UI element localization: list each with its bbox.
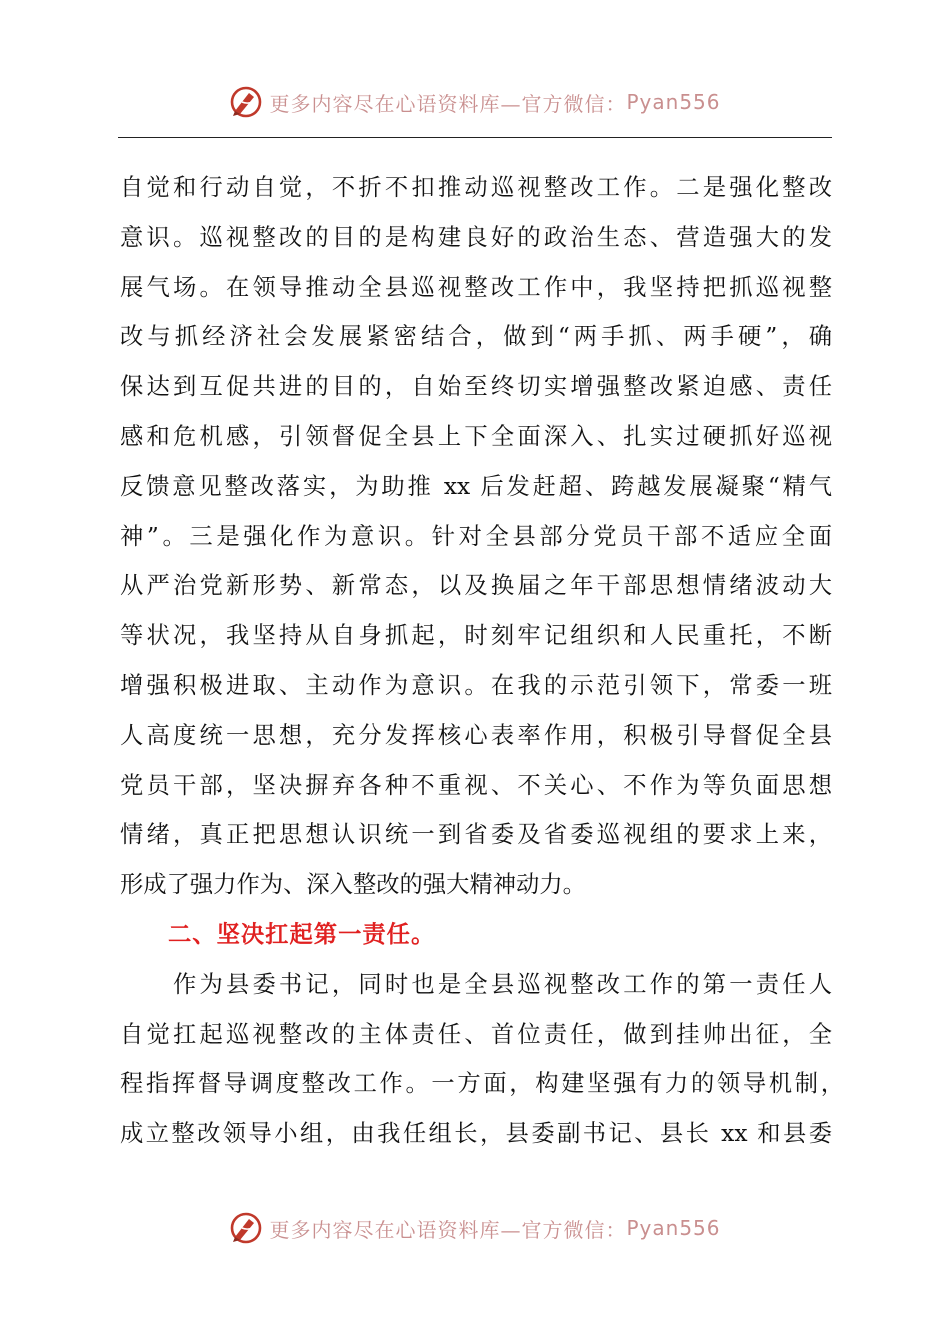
header-banner-text: 更多内容尽在心语资料库—官方微信： (269, 91, 627, 116)
paragraph-line: 增强积极进取、主动作为意识。在我的示范引领下，常委一班 (120, 671, 832, 699)
document-body (120, 163, 844, 1159)
footer-banner-text: 更多内容尽在心语资料库—官方微信： (269, 1217, 627, 1242)
paragraph-line: 人高度统一思想，充分发挥核心表率作用，积极引导督促全县 (120, 721, 832, 749)
paragraph-line: 反馈意见整改落实，为助推 xx 后发赶超、跨越发展凝聚“精气 (120, 472, 832, 500)
paragraph-line: 保达到互促共进的目的，自始至终切实增强整改紧迫感、责任 (120, 373, 832, 401)
header-banner (0, 82, 950, 122)
footer-banner-wechat-id: Pyan556 (626, 1216, 721, 1240)
header-divider (118, 137, 832, 138)
paragraph-line: 党员干部，坚决摒弃各种不重视、不关心、不作为等负面思想 (120, 771, 832, 799)
paragraph-line: 感和危机感，引领督促全县上下全面深入、扎实过硬抓好巡视 (120, 422, 832, 450)
paragraph-line: 从严治党新形势、新常态，以及换届之年干部思想情绪波动大 (120, 572, 832, 600)
footer-banner (0, 1208, 950, 1248)
paragraph-line: 形成了强力作为、深入整改的强大精神动力。 (120, 871, 586, 899)
section-heading: 二、坚决扛起第一责任。 (168, 920, 436, 948)
paragraph-line: 情绪，真正把思想认识统一到省委及省委巡视组的要求上来， (120, 821, 832, 849)
paragraph-line: 自觉扛起巡视整改的主体责任、首位责任，做到挂帅出征，全 (120, 1020, 832, 1048)
paragraph-line: 展气场。在领导推动全县巡视整改工作中，我坚持把抓巡视整 (120, 273, 832, 301)
paragraph-line: 神”。三是强化作为意识。针对全县部分党员干部不适应全面 (120, 522, 832, 550)
paragraph-line: 作为县委书记，同时也是全县巡视整改工作的第一责任人 (120, 970, 832, 998)
paragraph-line: 程指挥督导调度整改工作。一方面，构建坚强有力的领导机制， (120, 1070, 844, 1098)
paragraph-line: 意识。巡视整改的目的是构建良好的政治生态、营造强大的发 (120, 223, 832, 251)
paragraph-line: 自觉和行动自觉，不折不扣推动巡视整改工作。二是强化整改 (120, 174, 832, 201)
paragraph-line: 成立整改领导小组，由我任组长，县委副书记、县长 xx 和县委 (120, 1120, 832, 1148)
header-banner-wechat-id: Pyan556 (626, 90, 721, 114)
paragraph-line: 改与抓经济社会发展紧密结合，做到“两手抓、两手硬”，确 (120, 323, 832, 351)
paragraph-line: 等状况，我坚持从自身抓起，时刻牢记组织和人民重托，不断 (120, 622, 832, 650)
pen-logo-icon (229, 1211, 263, 1245)
pen-logo-icon (229, 85, 263, 119)
